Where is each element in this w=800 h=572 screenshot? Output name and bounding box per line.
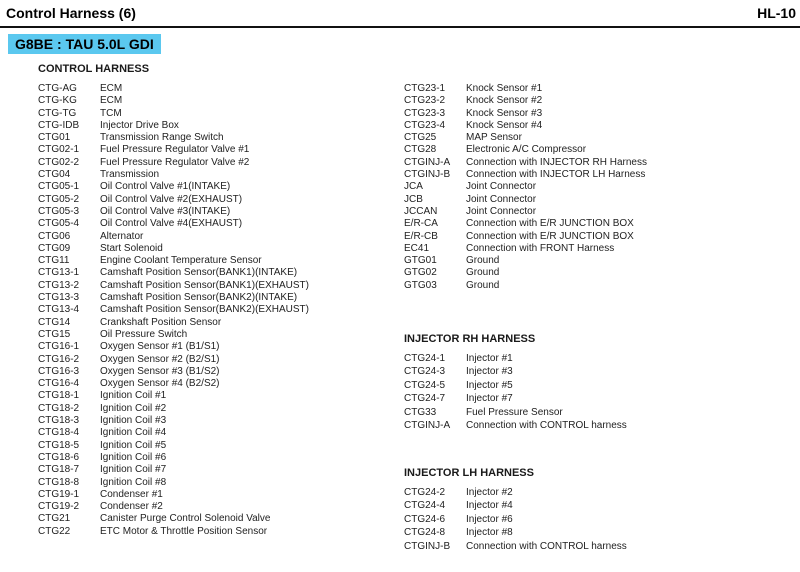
connector-row: [38, 440, 309, 452]
connector-code: CTG24-2: [404, 487, 446, 498]
connector-row: [38, 292, 309, 304]
header-divider: [0, 26, 800, 28]
connector-description: Canister Purge Control Solenoid Valve: [100, 513, 271, 525]
connector-description: Alternator: [100, 230, 144, 242]
connector-code: CTG05-1: [38, 181, 80, 193]
connector-row: [38, 378, 309, 390]
connector-code: CTG13-3: [38, 292, 80, 304]
connector-row: [38, 243, 309, 255]
connector-code: CTG18-4: [38, 427, 80, 439]
injector-rh-harness-list: [404, 352, 627, 432]
connector-code: CTG28: [404, 144, 437, 156]
connector-description: Connection with INJECTOR LH Harness: [466, 169, 646, 181]
connector-code: CTGINJ-B: [404, 169, 451, 181]
connector-code: CTG-KG: [38, 95, 77, 107]
connector-description: ECM: [100, 83, 123, 94]
connector-row: [404, 108, 647, 120]
connector-code: CTG05-2: [38, 193, 80, 205]
connector-description: Transmission: [100, 169, 160, 181]
control-harness-list-right: [404, 83, 647, 292]
connector-description: Knock Sensor #4: [466, 119, 543, 131]
connector-code: CTG06: [38, 230, 71, 242]
connector-code: CTG23-1: [404, 83, 446, 94]
connector-code: CTG24-1: [404, 353, 446, 364]
connector-row: [38, 280, 309, 292]
connector-code: CTG05-3: [38, 205, 80, 217]
connector-row: [38, 108, 309, 120]
connector-row: [38, 464, 309, 476]
connector-row: [404, 392, 627, 405]
connector-code: CTG15: [38, 328, 71, 340]
connector-description: Joint Connector: [466, 205, 537, 217]
connector-code: CTG02-2: [38, 156, 80, 168]
connector-row: [38, 144, 309, 156]
connector-code: JCA: [404, 181, 423, 193]
connector-row: [404, 280, 647, 292]
connector-code: EC41: [404, 242, 430, 254]
connector-description: Electronic A/C Compressor: [466, 144, 587, 156]
connector-row: [38, 427, 309, 439]
connector-row: [38, 169, 309, 181]
engine-badge: G8BE : TAU 5.0L GDI: [8, 34, 161, 54]
connector-code: CTG21: [38, 513, 71, 525]
connector-code: CTGINJ-A: [404, 419, 451, 431]
connector-description: Crankshaft Position Sensor: [100, 316, 222, 328]
connector-description: Joint Connector: [466, 181, 537, 193]
connector-row: [38, 452, 309, 464]
connector-code: CTG24-6: [404, 513, 446, 525]
connector-description: Engine Coolant Temperature Sensor: [100, 255, 262, 267]
connector-row: [38, 489, 309, 501]
connector-description: Ground: [466, 255, 500, 267]
connector-code: CTG16-4: [38, 378, 80, 390]
connector-code: GTG02: [404, 267, 437, 279]
connector-description: Camshaft Position Sensor(BANK2)(EXHAUST): [100, 304, 309, 316]
connector-description: Injector Drive Box: [100, 119, 179, 131]
connector-row: [38, 526, 309, 538]
connector-code: CTGINJ-A: [404, 156, 451, 168]
connector-code: CTG24-5: [404, 379, 446, 391]
connector-row: [38, 354, 309, 366]
connector-code: CTG18-2: [38, 402, 80, 414]
connector-description: Injector #6: [466, 513, 513, 525]
connector-description: Ignition Coil #2: [100, 402, 167, 414]
connector-row: [404, 540, 627, 553]
connector-row: [404, 243, 647, 255]
connector-code: CTG13-1: [38, 267, 80, 279]
connector-row: [404, 132, 647, 144]
connector-code: JCCAN: [404, 205, 438, 217]
connector-description: Oxygen Sensor #1 (B1/S1): [100, 341, 220, 353]
connector-row: [38, 501, 309, 513]
connector-code: CTG18-6: [38, 451, 80, 463]
connector-description: Connection with FRONT Harness: [466, 242, 615, 254]
connector-code: CTG24-4: [404, 500, 446, 512]
connector-description: Ignition Coil #4: [100, 427, 167, 439]
connector-description: Knock Sensor #2: [466, 95, 543, 107]
connector-row: [404, 169, 647, 181]
connector-row: [404, 419, 627, 432]
connector-code: GTG03: [404, 279, 437, 291]
connector-row: [404, 206, 647, 218]
connector-row: [404, 144, 647, 156]
connector-description: Fuel Pressure Sensor: [466, 406, 563, 418]
connector-code: E/R-CB: [404, 230, 438, 242]
page-header: [0, 0, 800, 28]
connector-description: Injector #2: [466, 487, 513, 498]
connector-code: CTG16-1: [38, 341, 80, 353]
control-harness-title: CONTROL HARNESS: [38, 63, 150, 75]
connector-description: Camshaft Position Sensor(BANK1)(INTAKE): [100, 267, 298, 279]
connector-code: CTG18-5: [38, 439, 80, 451]
connector-description: Oil Control Valve #2(EXHAUST): [100, 193, 243, 205]
connector-row: [404, 181, 647, 193]
connector-code: CTG09: [38, 242, 71, 254]
connector-row: [404, 255, 647, 267]
connector-description: Injector #7: [466, 393, 513, 405]
connector-description: Injector #5: [466, 379, 513, 391]
page-title: Control Harness (6): [6, 5, 136, 21]
connector-description: Knock Sensor #3: [466, 107, 543, 119]
connector-row: [404, 231, 647, 243]
connector-row: [404, 83, 647, 95]
connector-code: CTG13-4: [38, 304, 80, 316]
connector-code: CTG11: [38, 255, 70, 267]
connector-row: [38, 231, 309, 243]
connector-row: [404, 379, 627, 392]
connector-code: CTG18-8: [38, 476, 80, 488]
connector-description: ETC Motor & Throttle Position Sensor: [100, 525, 268, 537]
connector-code: CTG19-2: [38, 501, 80, 513]
connector-code: CTG22: [38, 525, 71, 537]
connector-code: CTG05-4: [38, 218, 80, 230]
connector-row: [38, 329, 309, 341]
connector-row: [38, 132, 309, 144]
connector-description: TCM: [100, 107, 122, 119]
connector-code: CTG23-4: [404, 119, 446, 131]
connector-code: CTG33: [404, 406, 437, 418]
connector-code: CTG04: [38, 169, 71, 181]
connector-description: Oxygen Sensor #3 (B1/S2): [100, 365, 220, 377]
connector-description: Ignition Coil #1: [100, 390, 167, 402]
injector-rh-harness-title: INJECTOR RH HARNESS: [404, 333, 536, 345]
connector-description: Fuel Pressure Regulator Valve #2: [100, 156, 250, 168]
connector-description: Transmission Range Switch: [100, 132, 224, 144]
connector-description: Joint Connector: [466, 193, 537, 205]
connector-row: [38, 366, 309, 378]
connector-description: Ground: [466, 267, 500, 279]
connector-description: Ignition Coil #7: [100, 464, 167, 476]
connector-row: [38, 83, 309, 95]
connector-row: [404, 194, 647, 206]
connector-description: Condenser #2: [100, 501, 163, 513]
connector-description: Oxygen Sensor #4 (B2/S2): [100, 378, 220, 390]
connector-code: GTG01: [404, 255, 437, 267]
connector-row: [38, 477, 309, 489]
connector-row: [404, 120, 647, 132]
connector-code: CTG16-2: [38, 353, 80, 365]
connector-description: MAP Sensor: [466, 132, 522, 144]
connector-code: CTG18-3: [38, 415, 80, 427]
connector-description: Connection with E/R JUNCTION BOX: [466, 218, 634, 230]
control-harness-list-left: [38, 83, 309, 538]
connector-description: Connection with CONTROL harness: [466, 419, 627, 431]
page-number: HL-10: [757, 5, 796, 21]
connector-description: Connection with E/R JUNCTION BOX: [466, 230, 634, 242]
connector-code: CTG19-1: [38, 488, 80, 500]
connector-row: [404, 95, 647, 107]
connector-row: [404, 406, 627, 419]
connector-row: [38, 341, 309, 353]
connector-description: Connection with CONTROL harness: [466, 540, 627, 552]
connector-row: [38, 181, 309, 193]
connector-code: JCB: [404, 193, 423, 205]
connector-row: [404, 513, 627, 526]
connector-row: [38, 194, 309, 206]
connector-code: CTG25: [404, 132, 437, 144]
connector-description: Oil Control Valve #3(INTAKE): [100, 205, 231, 217]
connector-code: CTG16-3: [38, 365, 80, 377]
connector-description: Injector #1: [466, 353, 513, 364]
connector-row: [38, 304, 309, 316]
connector-description: Ground: [466, 279, 500, 291]
connector-description: Ignition Coil #6: [100, 451, 167, 463]
connector-code: CTG02-1: [38, 144, 80, 156]
connector-row: [38, 120, 309, 132]
connector-code: CTG18-7: [38, 464, 80, 476]
connector-description: Oil Pressure Switch: [100, 328, 188, 340]
connector-description: Condenser #1: [100, 488, 163, 500]
connector-description: Oxygen Sensor #2 (B2/S1): [100, 353, 220, 365]
connector-code: CTG24-7: [404, 393, 446, 405]
connector-description: Fuel Pressure Regulator Valve #1: [100, 144, 250, 156]
connector-row: [404, 526, 627, 539]
connector-code: CTGINJ-B: [404, 540, 451, 552]
connector-code: CTG18-1: [38, 390, 80, 402]
connector-description: Injector #8: [466, 527, 513, 539]
connector-row: [404, 365, 627, 378]
connector-row: [404, 486, 627, 499]
connector-code: CTG-TG: [38, 107, 77, 119]
connector-description: Start Solenoid: [100, 242, 163, 254]
connector-description: ECM: [100, 95, 123, 107]
connector-code: CTG24-8: [404, 527, 446, 539]
connector-code: CTG14: [38, 316, 71, 328]
connector-description: Oil Control Valve #4(EXHAUST): [100, 218, 243, 230]
connector-row: [404, 218, 647, 230]
connector-code: CTG13-2: [38, 279, 80, 291]
connector-row: [38, 415, 309, 427]
connector-description: Injector #3: [466, 366, 513, 378]
connector-code: CTG01: [38, 132, 71, 144]
connector-code: CTG23-2: [404, 95, 446, 107]
connector-row: [38, 255, 309, 267]
connector-code: E/R-CA: [404, 218, 438, 230]
connector-description: Ignition Coil #3: [100, 415, 167, 427]
connector-row: [38, 390, 309, 402]
connector-row: [38, 513, 309, 525]
connector-description: Connection with INJECTOR RH Harness: [466, 156, 647, 168]
connector-description: Ignition Coil #8: [100, 476, 167, 488]
connector-code: CTG-IDB: [38, 119, 80, 131]
connector-description: Oil Control Valve #1(INTAKE): [100, 181, 231, 193]
injector-lh-harness-title: INJECTOR LH HARNESS: [404, 467, 534, 479]
connector-row: [38, 267, 309, 279]
connector-description: Injector #4: [466, 500, 513, 512]
connector-description: Camshaft Position Sensor(BANK2)(INTAKE): [100, 292, 298, 304]
connector-row: [38, 218, 309, 230]
connector-row: [404, 499, 627, 512]
connector-code: CTG24-3: [404, 366, 446, 378]
connector-row: [38, 403, 309, 415]
connector-description: Ignition Coil #5: [100, 439, 167, 451]
connector-code: CTG23-3: [404, 107, 446, 119]
connector-row: [404, 157, 647, 169]
injector-lh-harness-list: [404, 486, 627, 553]
connector-row: [38, 206, 309, 218]
connector-code: CTG-AG: [38, 83, 77, 94]
connector-row: [38, 157, 309, 169]
connector-row: [38, 317, 309, 329]
connector-description: Camshaft Position Sensor(BANK1)(EXHAUST): [100, 279, 309, 291]
connector-row: [38, 95, 309, 107]
connector-row: [404, 267, 647, 279]
connector-row: [404, 352, 627, 365]
connector-description: Knock Sensor #1: [466, 83, 543, 94]
